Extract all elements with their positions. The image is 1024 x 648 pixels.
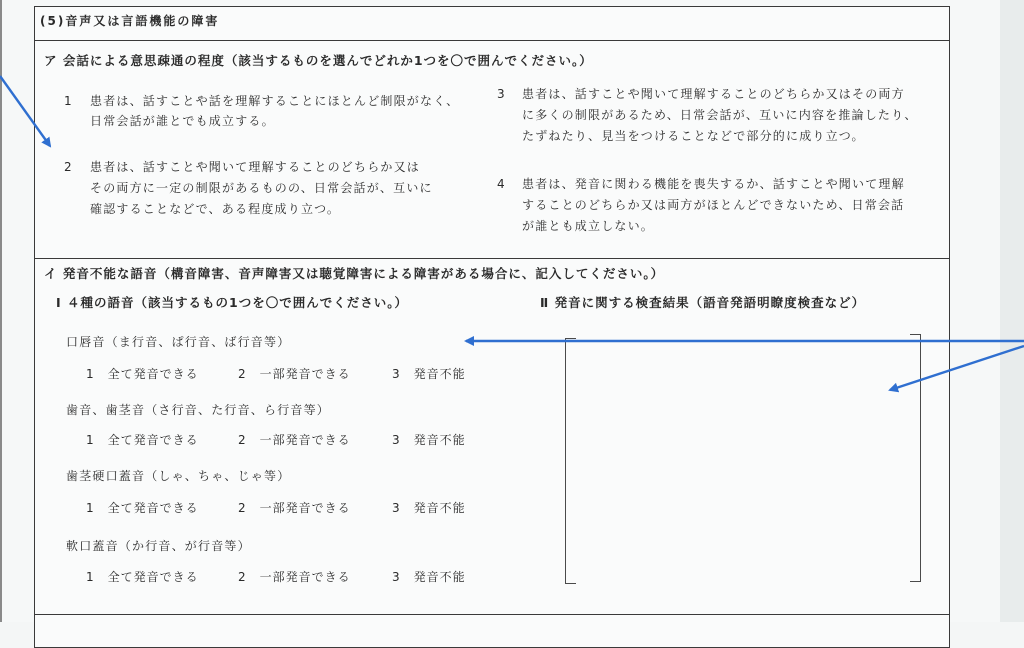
option-all[interactable]: 1 全て発音できる: [86, 367, 199, 381]
option-partial[interactable]: 2 一部発音できる: [238, 433, 351, 447]
arrow-to-result-box: [890, 346, 1024, 390]
option-partial[interactable]: 2 一部発音できる: [238, 367, 351, 381]
option-partial[interactable]: 2 一部発音できる: [238, 570, 351, 584]
item2-number: 2: [64, 160, 73, 174]
item2-line1: 患者は、話すことや聞いて理解することのどちらか又は: [90, 160, 421, 174]
item3-number: 3: [497, 87, 506, 101]
subsection-1-title: Ⅰ ４種の語音（該当するもの1つを〇で囲んでください。）: [56, 295, 408, 310]
item4-line2: することのどちらか又は両方がほとんどできないため、日常会話: [522, 198, 905, 212]
item3-line2: に多くの制限があるため、日常会話が、互いに内容を推論したり、: [522, 108, 918, 122]
option-none[interactable]: 3 発音不能: [392, 433, 466, 447]
item1-number: 1: [64, 94, 73, 108]
item4-number: 4: [497, 177, 506, 191]
section-a-title: ア 会話による意思疎通の程度（該当するものを選んでどれか1つを〇で囲んでください。）: [44, 53, 593, 68]
item3-line1: 患者は、話すことや聞いて理解することのどちらか又はその両方: [522, 87, 905, 101]
item4-line3: が誰とも成立しない。: [522, 219, 655, 233]
item1-line2: 日常会話が誰とでも成立する。: [90, 114, 275, 128]
option-none[interactable]: 3 発音不能: [392, 367, 466, 381]
option-none[interactable]: 3 発音不能: [392, 570, 466, 584]
option-all[interactable]: 1 全て発音できる: [86, 501, 199, 515]
group-label-dental: 歯音、歯茎音（さ行音、た行音、ら行音等）: [66, 403, 331, 417]
item4-line1: 患者は、発音に関わる機能を喪失するか、話すことや聞いて理解: [522, 177, 905, 191]
item1-line1: 患者は、話すことや話を理解することにほとんど制限がなく、: [90, 94, 460, 108]
subsection-2-title: Ⅱ 発音に関する検査結果（語音発語明瞭度検査など）: [540, 295, 866, 310]
option-all[interactable]: 1 全て発音できる: [86, 570, 199, 584]
arrow-to-item2: [0, 76, 50, 146]
item2-line2: その両方に一定の制限があるものの、日常会話が、互いに: [90, 181, 433, 195]
section-i-title: イ 発音不能な語音（構音障害、音声障害又は聴覚障害による障害がある場合に、記入してください。）: [44, 266, 665, 281]
group-label-velar: 軟口蓋音（か行音、が行音等）: [66, 539, 251, 553]
form-header: (5)音声又は言語機能の障害: [40, 14, 220, 28]
group-label-labial: 口唇音（ま行音、ぱ行音、ば行音等）: [66, 335, 291, 349]
option-none[interactable]: 3 発音不能: [392, 501, 466, 515]
group-label-palatal: 歯茎硬口蓋音（しゃ、ちゃ、じゃ等）: [66, 469, 291, 483]
option-partial[interactable]: 2 一部発音できる: [238, 501, 351, 515]
item2-line3: 確認することなどで、ある程度成り立つ。: [90, 202, 341, 216]
item3-line3: たずねたり、見当をつけることなどで部分的に成り立つ。: [522, 129, 865, 143]
option-all[interactable]: 1 全て発音できる: [86, 433, 199, 447]
